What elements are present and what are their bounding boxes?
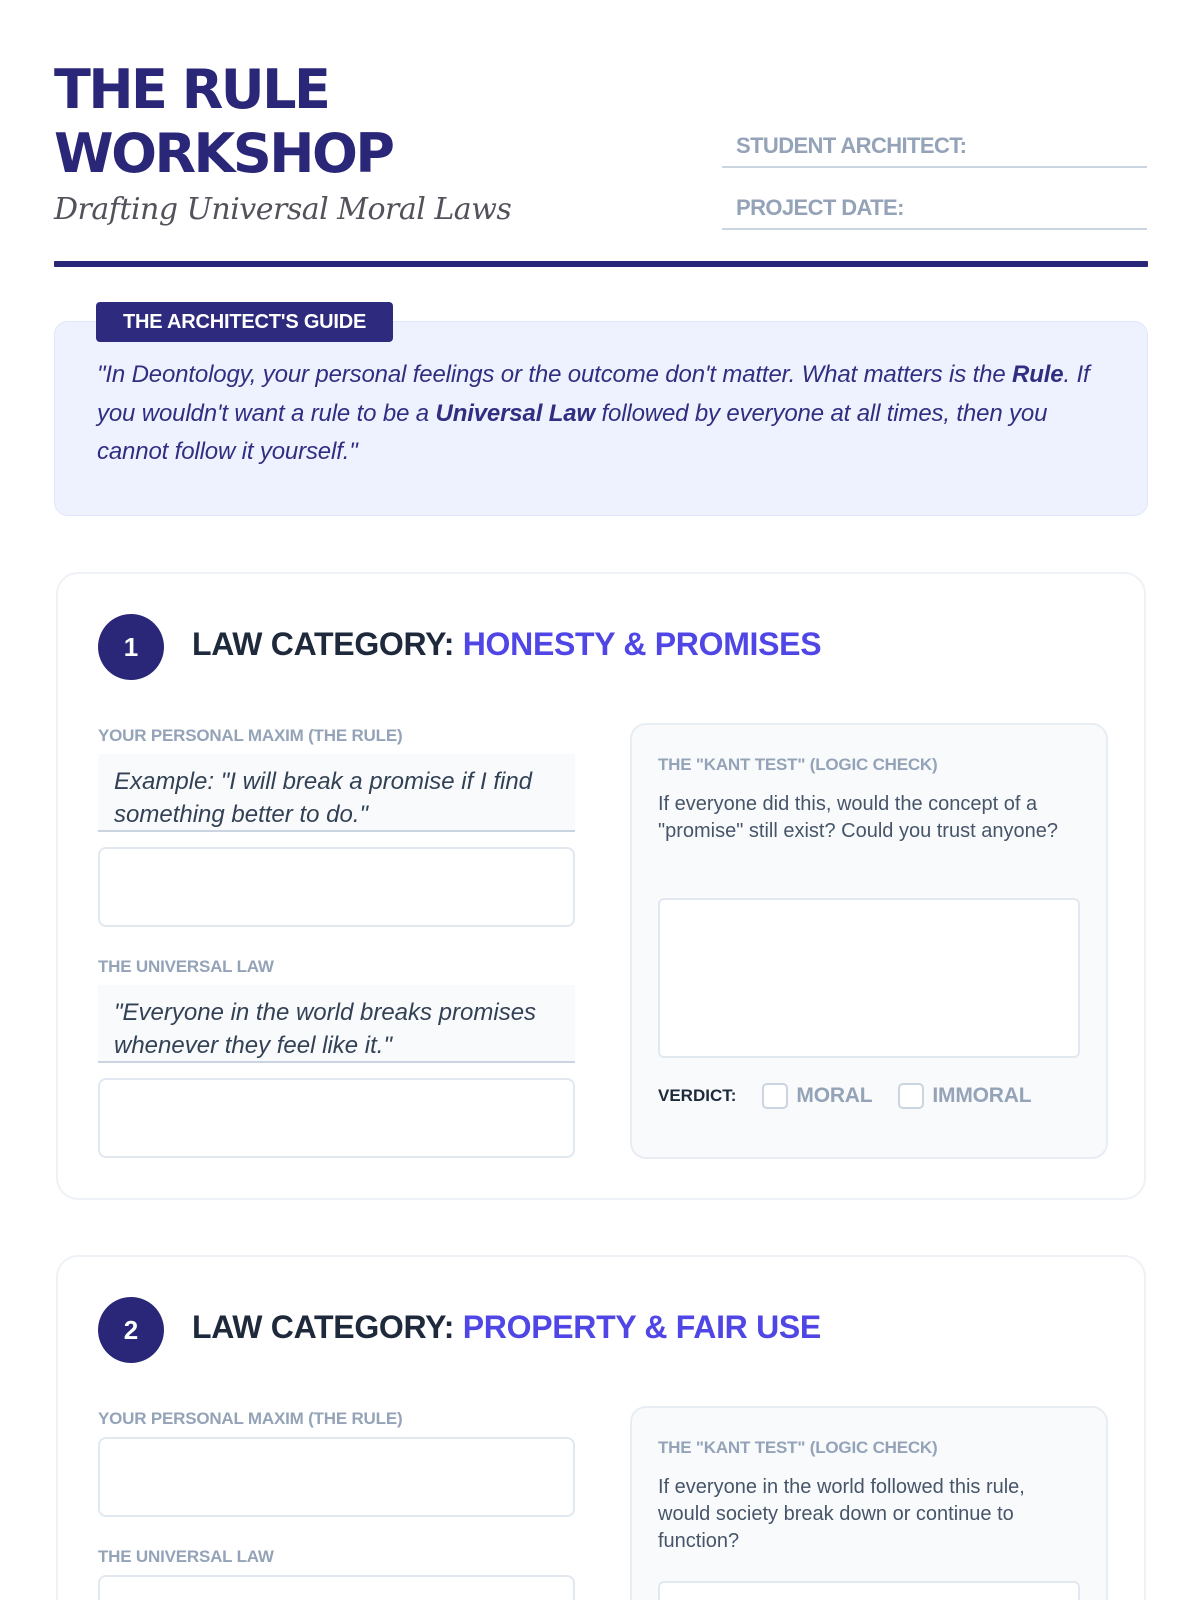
maxim-input[interactable] (98, 1437, 575, 1517)
law-category-name: HONESTY & PROMISES (462, 626, 822, 662)
guide-quote-part-3: followed by everyone at all times, then you cannot follow it yourself." (97, 399, 1048, 465)
universal-law-label: THE UNIVERSAL LAW (98, 1547, 274, 1566)
verdict-row (658, 1081, 1057, 1111)
maxim-input[interactable] (98, 847, 575, 927)
verdict-label: VERDICT: (658, 1086, 737, 1105)
header-divider (54, 261, 1148, 267)
section-card-2 (56, 1255, 1146, 1600)
maxim-example: Example: "I will break a promise if I find something better to do." (98, 754, 575, 832)
law-category-heading (192, 626, 821, 663)
student-architect-field[interactable] (722, 131, 1147, 168)
immoral-checkbox[interactable] (898, 1083, 1031, 1109)
section-number-badge: 1 (98, 614, 164, 680)
moral-label: MORAL (796, 1084, 873, 1107)
project-date-label: PROJECT DATE: (736, 195, 904, 220)
kant-test-answer-box[interactable] (658, 898, 1080, 1058)
project-date-field[interactable] (722, 193, 1147, 230)
architects-guide-box (54, 321, 1148, 516)
moral-checkbox[interactable] (762, 1083, 872, 1109)
kant-test-panel (630, 1406, 1108, 1600)
maxim-label: YOUR PERSONAL MAXIM (THE RULE) (98, 726, 403, 745)
section-number-badge: 2 (98, 1297, 164, 1363)
kant-test-question: If everyone in the world followed this rule, would society break down or continue to function? (658, 1476, 1025, 1552)
guide-quote (97, 356, 1107, 472)
law-category-heading (192, 1309, 821, 1346)
kant-test-label: THE "KANT TEST" (LOGIC CHECK) (658, 755, 938, 774)
guide-quote-part-1: "In Deontology, your personal feelings or the outcome don't matter. What matters is the (97, 361, 1013, 388)
section-card-1 (56, 572, 1146, 1200)
universal-law-label: THE UNIVERSAL LAW (98, 957, 274, 976)
page-subtitle: Drafting Universal Moral Laws (54, 192, 512, 227)
maxim-label: YOUR PERSONAL MAXIM (THE RULE) (98, 1409, 403, 1428)
title-line-2: WORKSHOP (54, 122, 393, 185)
universal-law-input[interactable] (98, 1575, 575, 1600)
moral-checkbox-square[interactable] (762, 1083, 788, 1109)
guide-quote-rule: Rule (1012, 361, 1064, 388)
student-architect-label: STUDENT ARCHITECT: (736, 133, 967, 158)
guide-quote-part-2: . If you wouldn't want a rule to be a (97, 361, 1090, 427)
kant-test-question: If everyone did this, would the concept of a "promise" still exist? Could you trust anyone? (658, 793, 1058, 842)
law-category-prefix: LAW CATEGORY: (192, 1309, 463, 1345)
universal-law-example: "Everyone in the world breaks promises whenever they feel like it." (98, 985, 575, 1063)
kant-test-answer-box[interactable] (658, 1581, 1080, 1600)
immoral-checkbox-square[interactable] (898, 1083, 924, 1109)
guide-quote-universal-law: Universal Law (435, 399, 595, 427)
guide-tag: THE ARCHITECT'S GUIDE (96, 302, 393, 342)
kant-test-panel (630, 723, 1108, 1159)
law-category-name: PROPERTY & FAIR USE (462, 1309, 821, 1345)
immoral-label: IMMORAL (932, 1084, 1032, 1107)
universal-law-input[interactable] (98, 1078, 575, 1158)
kant-test-label: THE "KANT TEST" (LOGIC CHECK) (658, 1438, 938, 1457)
title-line-1: THE RULE (54, 58, 329, 121)
worksheet-header (54, 58, 1147, 268)
law-category-prefix: LAW CATEGORY: (192, 626, 463, 662)
